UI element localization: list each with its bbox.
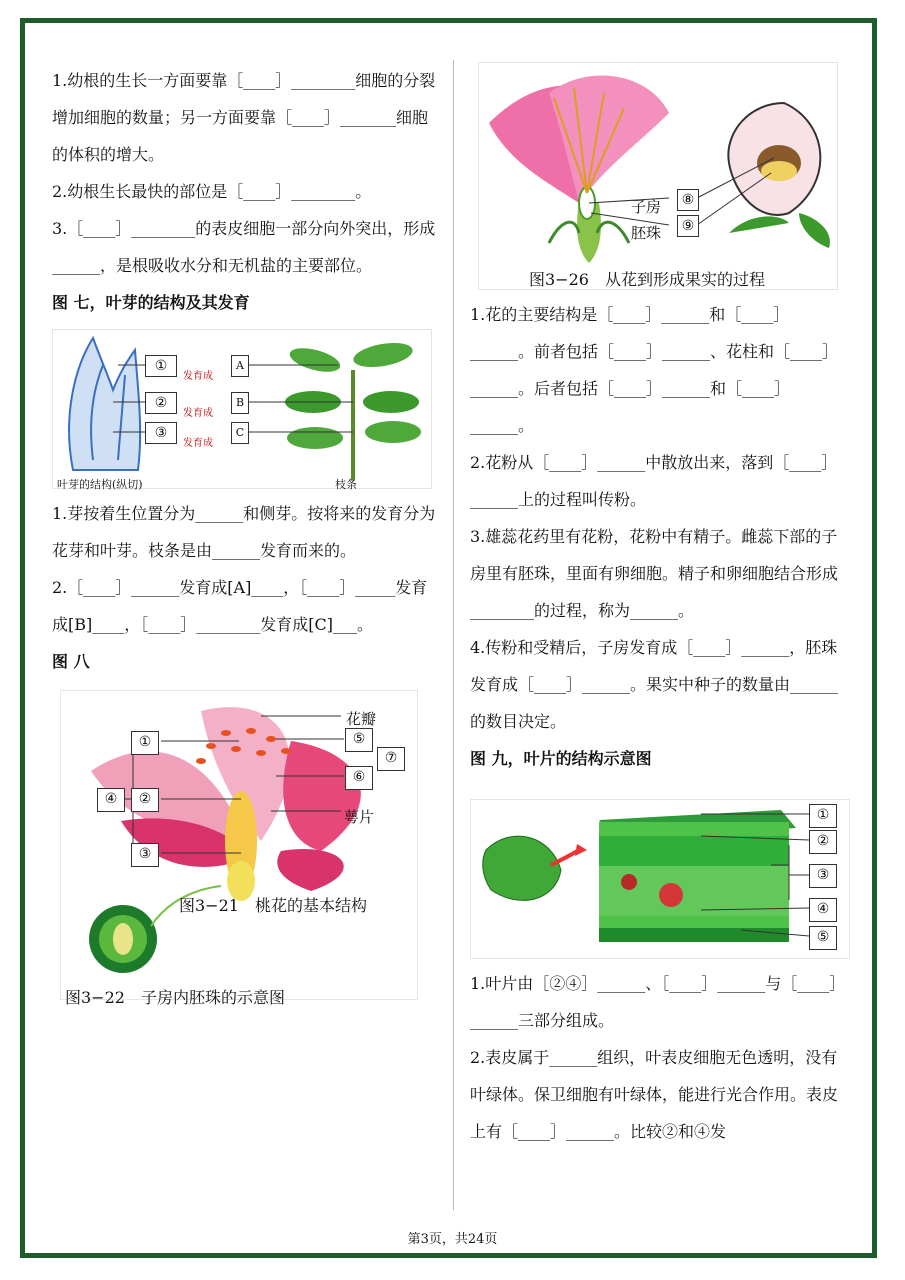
- petal-label: 花瓣: [346, 710, 377, 728]
- bud-caption: 叶芽的结构(纵切): [57, 478, 143, 491]
- flower-question-4: 4.传粉和受精后，子房发育成［____］______，胚珠发育成［____］______。果实中种子的数量由______的数目决定。: [470, 638, 839, 731]
- root-question-2: 2.幼根生长最快的部位是［____］________。: [52, 182, 372, 201]
- flower-to-fruit-drawing: [479, 63, 839, 291]
- flower-to-fruit-figure: [478, 62, 838, 290]
- leaf-box-4: ④: [809, 898, 837, 922]
- bud-question-2: 2.［____］______发育成[A]____，［____］_____发育成[B]____，［____］________发育成[C]___。: [52, 578, 428, 634]
- develop-label-1: 发育成: [183, 371, 213, 382]
- leaf-box-3: ③: [809, 864, 837, 888]
- flower-box-1: ①: [131, 731, 159, 755]
- develop-label-2: 发育成: [183, 408, 213, 419]
- ovule-label: 胚珠: [631, 224, 662, 242]
- flower-question-2: 2.花粉从［____］______中散放出来，落到［____］______上的过程叫传粉。: [470, 453, 838, 509]
- letter-A: A: [231, 355, 249, 377]
- flower-box-3: ③: [131, 843, 159, 867]
- leaf-box-2: ②: [809, 830, 837, 854]
- flower-box-4: ④: [97, 788, 125, 812]
- flower-box-6: ⑥: [345, 766, 373, 790]
- develop-label-3: 发育成: [183, 438, 213, 449]
- peach-flower-figure: [60, 690, 418, 1007]
- flower-box-2: ②: [131, 788, 159, 812]
- right-column: [470, 62, 850, 1150]
- leaf-structure-drawing: [471, 800, 851, 960]
- ovary-box: ⑧: [677, 189, 699, 211]
- leaf-bud-figure: [52, 329, 432, 489]
- peach-flower-caption: 图3−21 桃花的基本结构: [179, 896, 367, 915]
- root-question-3: 3.［____］________的表皮细胞一部分向外突出，形成______，是根吸收水分和无机盐的主要部位。: [52, 219, 436, 275]
- letter-C: C: [231, 422, 249, 444]
- ovule-box: ⑨: [677, 215, 699, 237]
- flower-box-5: ⑤: [345, 728, 373, 752]
- sepal-label: 萼片: [344, 808, 375, 826]
- ovule-caption: 图3−22 子房内胚珠的示意图: [65, 988, 285, 1007]
- bud-box-1: ①: [145, 355, 177, 377]
- leaf-structure-figure: [470, 799, 850, 959]
- bud-box-2: ②: [145, 392, 177, 414]
- flower-box-7: ⑦: [377, 747, 405, 771]
- fig8-heading: 图 八: [52, 652, 90, 671]
- bud-box-3: ③: [145, 422, 177, 444]
- page-number: 第3页，共24页: [407, 1232, 498, 1247]
- letter-B: B: [231, 392, 249, 414]
- root-question-1: 1.幼根的生长一方面要靠［____］________细胞的分裂增加细胞的数量；另一方面要靠［____］_______细胞的体积的增大。: [52, 71, 436, 164]
- left-column: [52, 62, 437, 1007]
- branch-caption: 枝条: [335, 478, 357, 491]
- column-divider: [453, 60, 454, 1210]
- leaf-question-1: 1.叶片由［②④］______、［____］______与［____］______三部分组成。: [470, 974, 846, 1030]
- flower-fruit-caption: 图3−26 从花到形成果实的过程: [529, 270, 765, 289]
- leaf-box-5: ⑤: [809, 926, 837, 950]
- leaf-question-2: 2.表皮属于______组织，叶表皮细胞无色透明，没有叶绿体。保卫细胞有叶绿体，能进行光合作用。表皮上有［____］______。比较②和④发: [470, 1048, 839, 1141]
- fig7-heading: 图 七，叶芽的结构及其发育: [52, 293, 250, 312]
- fig9-heading: 图 九，叶片的结构示意图: [470, 749, 652, 768]
- flower-question-1: 1.花的主要结构是［____］______和［____］______。前者包括［____］______、花柱和［____］______。后者包括［____］______和［____］______。: [470, 305, 839, 435]
- ovary-label: 子房: [631, 198, 662, 216]
- flower-question-3: 3.雄蕊花药里有花粉，花粉中有精子。雌蕊下部的子房里有胚珠，里面有卵细胞。精子和卵细胞结合形成________的过程，称为______。: [470, 527, 839, 620]
- bud-question-1: 1.芽按着生位置分为______和侧芽。按将来的发育分为花芽和叶芽。枝条是由______发育而来的。: [52, 504, 436, 560]
- leaf-box-1: ①: [809, 804, 837, 828]
